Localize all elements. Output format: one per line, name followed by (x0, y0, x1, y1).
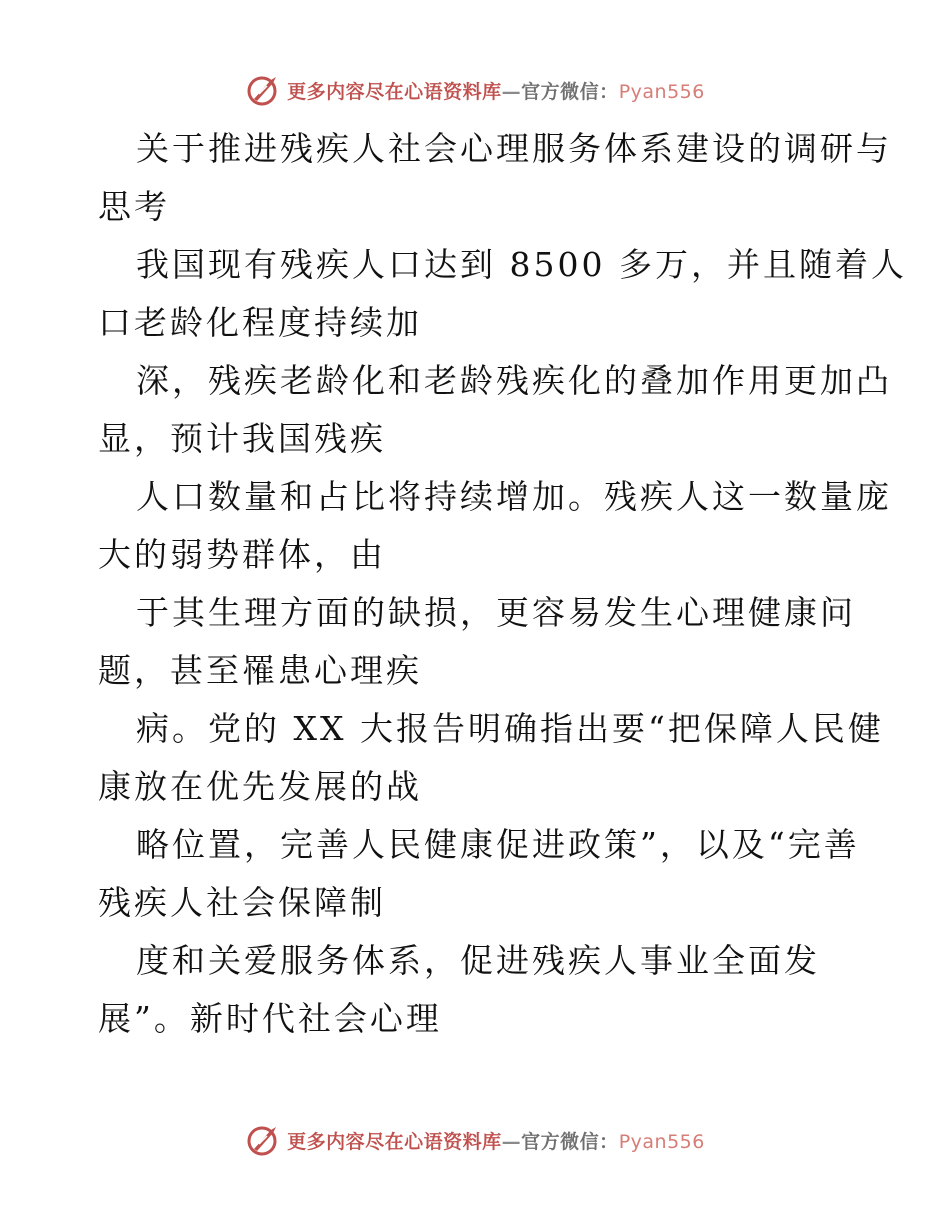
document-body (98, 120, 907, 1048)
watermark-wechat-label: 官方微信： (521, 1130, 619, 1153)
text-line-6: 显，预计我国残疾 (98, 419, 386, 458)
watermark-text (287, 1127, 705, 1154)
text-line-5: 深，残疾老龄化和老龄残疾化的叠加作用更加凸 (136, 361, 892, 400)
text-line-2: 思考 (98, 187, 170, 226)
watermark-text (287, 77, 705, 104)
watermark-main: 更多内容尽在心语资料库 (287, 80, 502, 103)
footer-watermark (0, 1120, 950, 1160)
text-line-16: 展”。新时代社会心理 (98, 999, 442, 1038)
watermark-separator: — (501, 80, 522, 103)
watermark-wechat-id: Pyan556 (618, 80, 705, 103)
header-watermark (0, 70, 950, 110)
text-line-12: 康放在优先发展的战 (98, 767, 422, 806)
watermark-wechat-id: Pyan556 (618, 1130, 705, 1153)
text-line-15: 度和关爱服务体系，促进残疾人事业全面发 (136, 941, 820, 980)
text-line-8: 大的弱势群体，由 (98, 535, 386, 574)
text-line-3: 我国现有残疾人口达到 8500 多万，并且随着人 (136, 245, 907, 284)
watermark-wechat-label: 官方微信： (521, 80, 619, 103)
text-line-9: 于其生理方面的缺损，更容易发生心理健康问 (136, 593, 856, 632)
text-line-4: 口老龄化程度持续加 (98, 303, 422, 342)
quill-logo-icon (245, 72, 281, 108)
text-line-7: 人口数量和占比将持续增加。残疾人这一数量庞 (136, 477, 892, 516)
text-line-14: 残疾人社会保障制 (98, 883, 386, 922)
quill-logo-icon (245, 1122, 281, 1158)
text-line-13: 略位置，完善人民健康促进政策”，以及“完善 (136, 825, 860, 864)
watermark-main: 更多内容尽在心语资料库 (287, 1130, 502, 1153)
text-line-11: 病。党的 XX 大报告明确指出要“把保障人民健 (136, 709, 884, 748)
text-line-10: 题，甚至罹患心理疾 (98, 651, 422, 690)
text-line-1: 关于推进残疾人社会心理服务体系建设的调研与 (136, 129, 892, 168)
watermark-separator: — (501, 1130, 522, 1153)
